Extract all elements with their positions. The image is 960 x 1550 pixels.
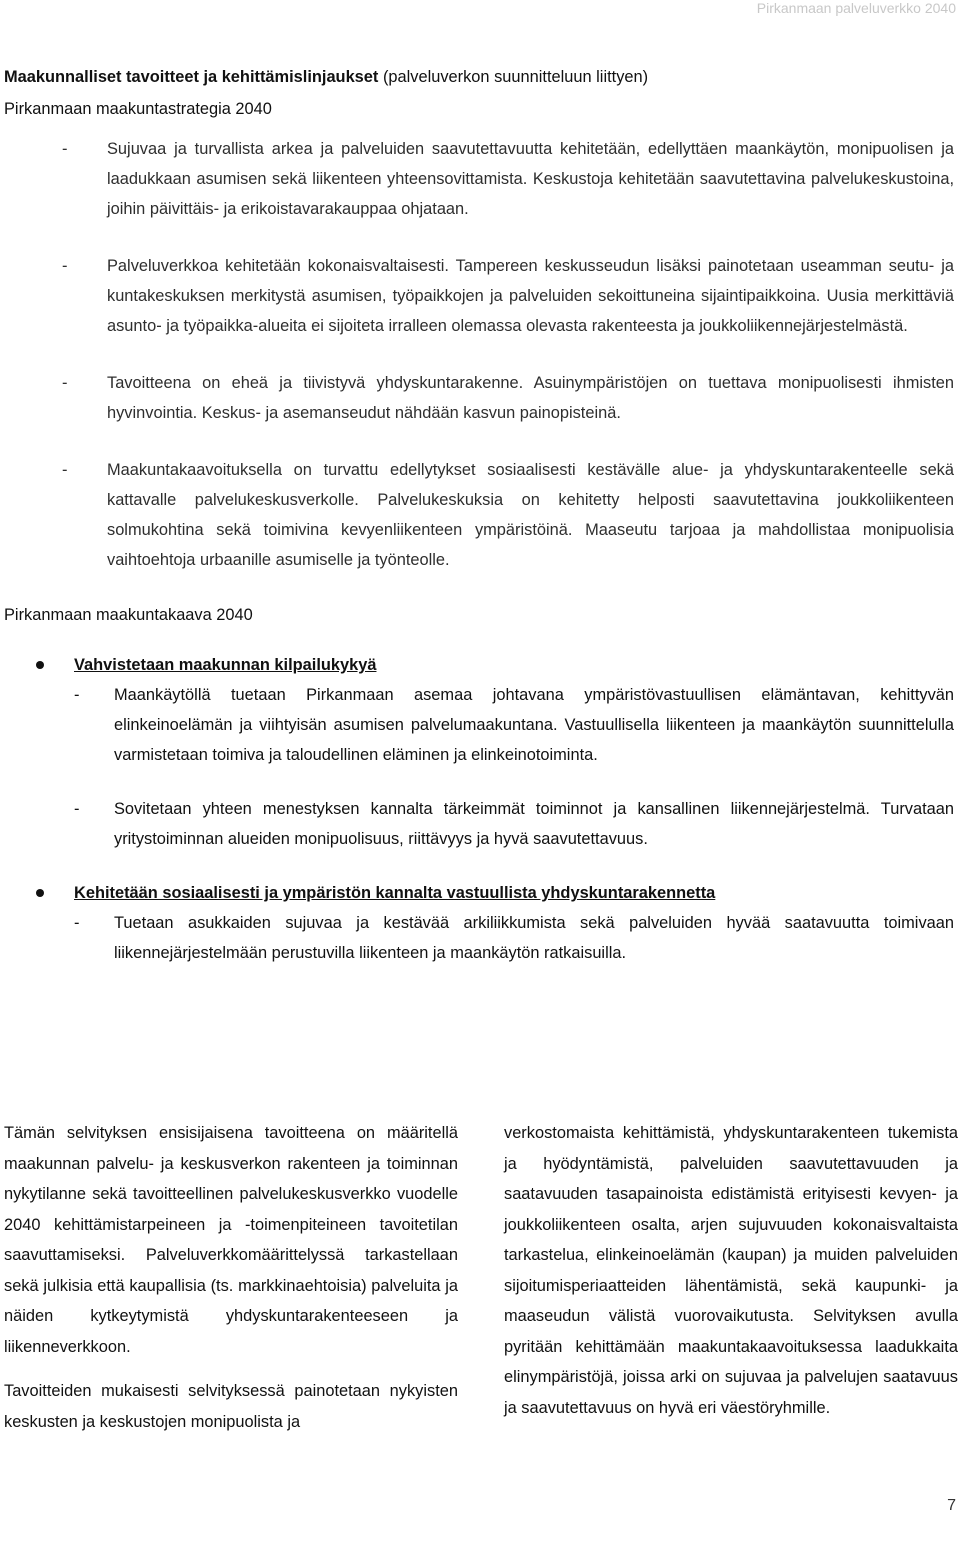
strategy-item: - Maakuntakaavoituksella on turvattu edellytykset sosiaalisesti kestävälle alue- ja yhdyskuntarakenteelle sekä kattavalle palvelukeskusverkolle. Palvelukeskuksia on kehitetty helposti saavutettavina joukkoliikenteen solmukohtina sekä toimivina kevyenliikenteen ympäristöinä. Maaseutu tarjoaa ja mahdollistaa monipuolisia vaihtoehtoja urbaanille asumiselle ja työnteolle. <box>4 455 954 575</box>
page-number: 7 <box>947 1497 956 1514</box>
plan-bullet <box>4 650 954 854</box>
section-heading <box>4 62 954 92</box>
plan-bullet-list <box>74 908 954 968</box>
left-paragraph: Tämän selvityksen ensisijaisena tavoitteena on määritellä maakunnan palvelu- ja keskusverkon rakenteen ja toiminnan nykytilanne sekä tavoitteellinen palvelukeskusverkko vuodelle 2040 kehittämistarpeineen ja -toimenpiteineen tavoitetilan saavuttamiseksi. Palveluverkkomäärittelyssä tarkastellaan sekä julkisia että kaupallisia (ts. markkinaehtoisia) palveluita ja näiden kytkeytymistä yhdyskuntarakenteeseen ja liikenneverkkoon. <box>4 1124 458 1356</box>
right-paragraph: verkostomaista kehittämistä, yhdyskuntarakenteen tukemista ja hyödyntämistä, palveluiden saavutettavuuden ja saatavuuden tasapainoista edistämistä erityisesti kevyen- ja joukkoliikenteen osalta, arjen sujuvuuden kokonaisvaltaista tarkastelua, elinkeinoelämän (kaupan) ja muiden palveluiden sijoitumisperiaatteiden lähentämistä, sekä kaupunki- ja maaseudun välistä vuorovaikutusta. Selvityksen avulla pyritään kehittämään maakuntakaavoituksessa laadukkaita elinympäristöjä, joissa arki on sujuvaa ja palvelujen saatavuus ja saavutettavuus on hyvä eri väestöryhmille. <box>504 1124 958 1417</box>
plan-bullet-list <box>74 680 954 854</box>
plan-bullet-title: Vahvistetaan maakunnan kilpailukykyä <box>74 656 377 674</box>
plan-bullet <box>4 878 954 968</box>
bullet-dot-icon <box>36 889 44 897</box>
bullet-dot-icon <box>36 661 44 669</box>
strategy-list <box>4 134 954 575</box>
right-column <box>504 1118 958 1451</box>
plan-item: - Maankäytöllä tuetaan Pirkanmaan asemaa johtavana ympäristövastuullisen elämäntavan, kehittyvän elinkeinoelämän ja viihtyisän asumisen palvelumaakuntana. Vastuullisella liikenteen ja maankäytön suunnittelulla varmistetaan toimiva ja taloudellinen eläminen ja elinkeinotoiminta. <box>74 680 954 770</box>
strategy-item: - Sujuvaa ja turvallista arkea ja palveluiden saavutettavuutta kehitetään, edellyttäen maankäytön, monipuolisen ja laadukkaan asumisen sekä liikenteen yhteensovittamista. Keskustoja kehitetään saavutettavina palvelukeskustoina, joihin päivittäis- ja erikoistavarakauppaa ohjataan. <box>4 134 954 224</box>
running-header: Pirkanmaan palveluverkko 2040 <box>756 0 956 16</box>
plan-title: Pirkanmaan maakuntakaava 2040 <box>4 606 253 624</box>
section-heading-bold: Maakunnalliset tavoitteet ja kehittämislinjaukset <box>4 68 379 86</box>
strategy-title: Pirkanmaan maakuntastrategia 2040 <box>4 100 272 118</box>
left-column <box>4 1118 458 1451</box>
plan-item: - Sovitetaan yhteen menestyksen kannalta tärkeimmät toiminnot ja kansallinen liikennejärjestelmä. Turvataan yritystoiminnan alueiden monipuolisuus, riittävyys ja hyvä saavutettavuus. <box>74 794 954 854</box>
page-body <box>4 62 954 992</box>
plan-item: - Tuetaan asukkaiden sujuvaa ja kestävää arkiliikkumista sekä palveluiden hyvää saatavuutta toimivaan liikennejärjestelmään perustuvilla liikenteen ja maankäytön ratkaisuilla. <box>74 908 954 968</box>
section-heading-suffix: (palveluverkon suunnitteluun liittyen) <box>378 68 649 86</box>
two-column-text <box>4 1118 958 1451</box>
strategy-item: - Tavoitteena on eheä ja tiivistyvä yhdyskuntarakenne. Asuinympäristöjen on tuettava monipuolisesti ihmisten hyvinvointia. Keskus- ja asemanseudut nähdään kasvun painopisteinä. <box>4 368 954 428</box>
strategy-item: - Palveluverkkoa kehitetään kokonaisvaltaisesti. Tampereen keskusseudun lisäksi painotetaan useamman seutu- ja kuntakeskuksen merkitystä asumisen, työpaikkojen ja palveluiden sekoittuneina sijaintipaikkoina. Uusia merkittäviä asunto- ja työpaikka-alueita ei sijoiteta irralleen olemassa olevasta rakenteesta ja joukkoliikennejärjestelmästä. <box>4 251 954 341</box>
plan-bullet-title: Kehitetään sosiaalisesti ja ympäristön kannalta vastuullista yhdyskuntarakennetta <box>74 884 716 902</box>
left-paragraph: Tavoitteiden mukaisesti selvityksessä painotetaan nykyisten keskusten ja keskustojen monipuolista ja <box>4 1382 458 1431</box>
